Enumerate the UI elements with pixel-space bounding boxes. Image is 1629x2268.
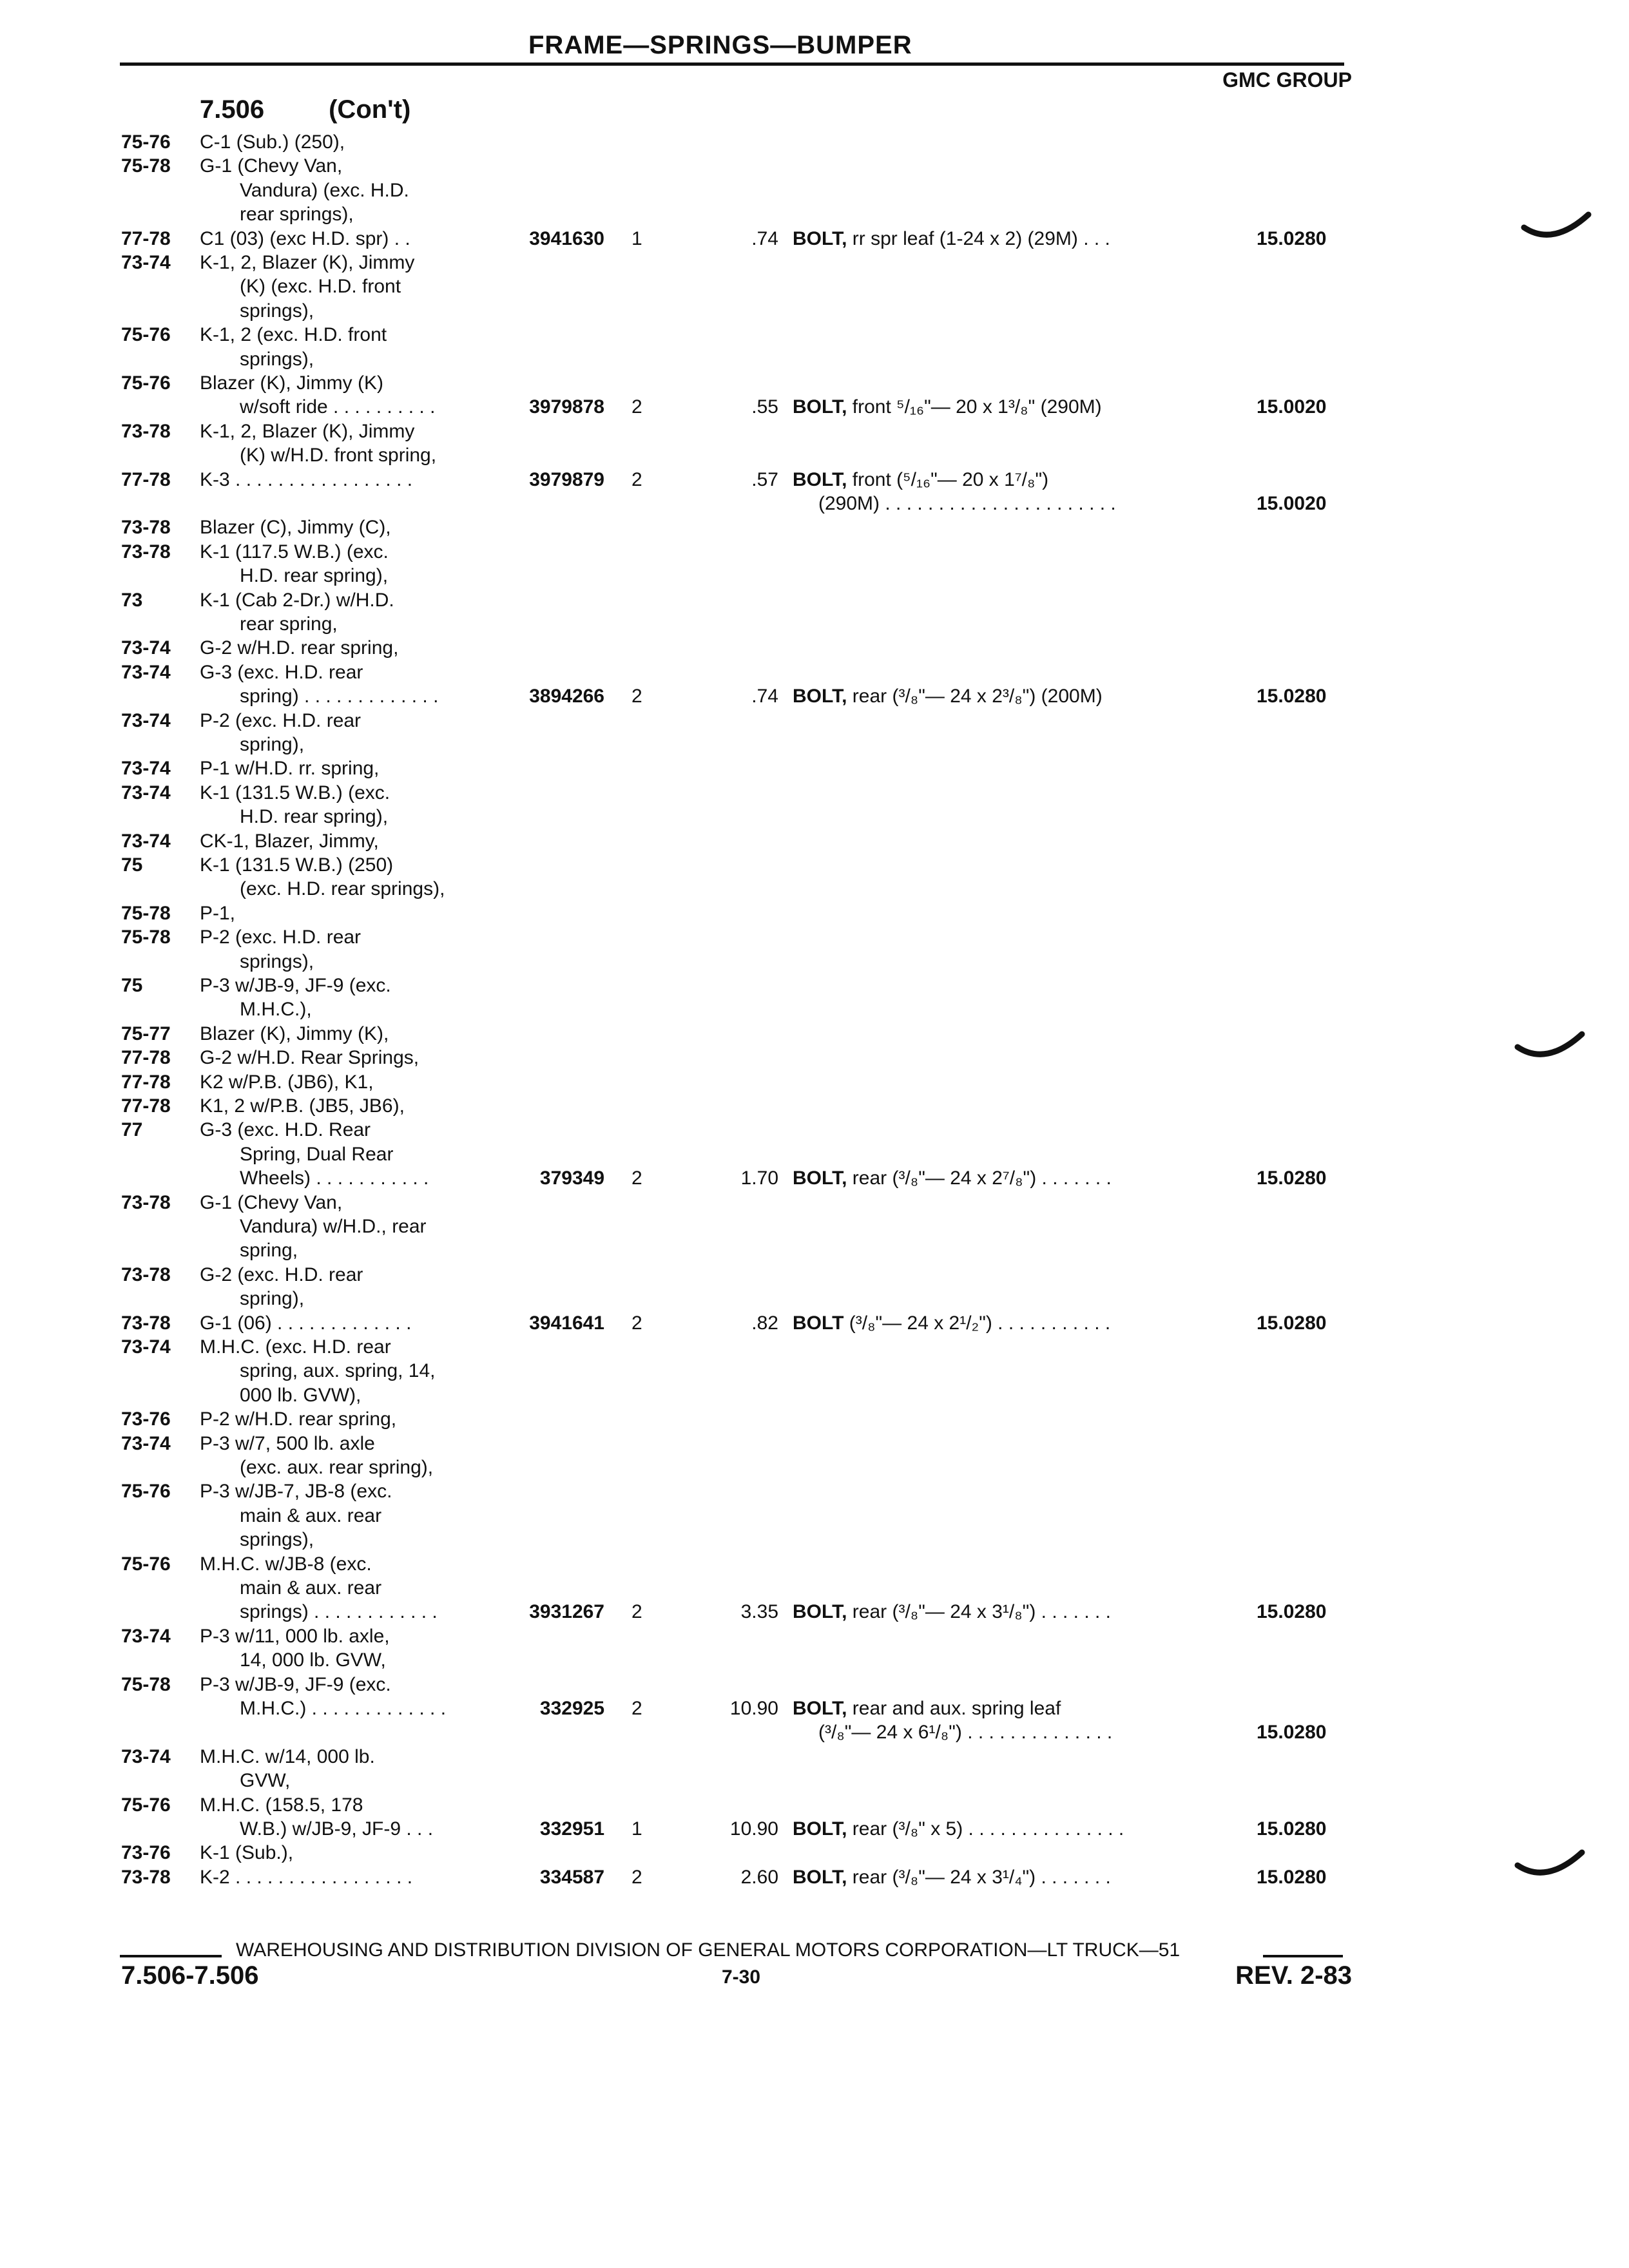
part-number: 3931267	[529, 1601, 604, 1623]
group-code: 15.0280	[1257, 1722, 1327, 1744]
application: G-3 (exc. H.D. Rear	[200, 1119, 371, 1141]
model-year: 73-74	[121, 830, 171, 852]
list-item	[0, 1769, 1629, 1792]
application: w/soft ride . . . . . . . . . .	[240, 396, 436, 418]
description-noun: BOLT,	[793, 227, 847, 249]
model-year: 73-74	[121, 1336, 171, 1358]
description-detail: front (⁵/₁₆"— 20 x 1⁷/₈")	[847, 468, 1049, 490]
application: Blazer (K), Jimmy (K)	[200, 372, 383, 394]
description-noun: BOLT,	[793, 396, 847, 418]
model-year: 75-76	[121, 1553, 171, 1575]
list-item	[0, 661, 1629, 684]
description-continued: (³/₈"— 24 x 6¹/₈") . . . . . . . . . . . . . .	[818, 1722, 1113, 1744]
application: Vandura) (exc. H.D.	[240, 179, 409, 201]
group-label: GMC GROUP	[1222, 68, 1352, 91]
description	[793, 1167, 1112, 1190]
description-noun: BOLT,	[793, 1698, 847, 1719]
application: K-1, 2 (exc. H.D. front	[200, 324, 387, 346]
application: P-1 w/H.D. rr. spring,	[200, 758, 380, 780]
model-year: 77-78	[121, 1047, 171, 1069]
application: Vandura) w/H.D., rear	[240, 1216, 427, 1237]
description-detail: rear (³/₈" x 5) . . . . . . . . . . . . . . .	[847, 1818, 1124, 1840]
model-year: 77-78	[121, 468, 171, 490]
application: rear spring,	[240, 613, 338, 635]
description-noun: BOLT,	[793, 1818, 847, 1840]
list-item	[0, 902, 1629, 925]
description-detail: (³/₈"— 24 x 2¹/₂") . . . . . . . . . . .	[843, 1312, 1111, 1334]
list-item	[0, 1312, 1629, 1335]
list-item	[0, 830, 1629, 853]
quantity: 2	[631, 1601, 642, 1623]
list-item	[0, 878, 1629, 901]
model-year: 73-78	[121, 420, 171, 442]
model-year: 75-78	[121, 902, 171, 924]
description-detail: rear (³/₈"— 24 x 3¹/₈") . . . . . . .	[847, 1601, 1112, 1623]
part-number: 3979878	[529, 396, 604, 418]
part-number: 3894266	[529, 686, 604, 707]
application: K-1 (131.5 W.B.) (250)	[200, 854, 394, 876]
application: M.H.C.),	[240, 999, 312, 1021]
group-code: 15.0280	[1257, 686, 1327, 707]
application: (K) w/H.D. front spring,	[240, 445, 437, 466]
application: Blazer (C), Jimmy (C),	[200, 517, 391, 539]
list-item	[0, 541, 1629, 564]
list-item	[0, 637, 1629, 660]
model-year: 73-74	[121, 1432, 171, 1454]
list-item	[0, 589, 1629, 612]
list-item	[0, 1360, 1629, 1383]
price: 10.90	[729, 1698, 778, 1719]
part-number: 379349	[539, 1168, 604, 1189]
application: (exc. aux. rear spring),	[240, 1457, 434, 1478]
group-code: 15.0280	[1257, 1818, 1327, 1840]
list-item	[0, 998, 1629, 1021]
description-detail: rear (³/₈"— 24 x 3¹/₄") . . . . . . .	[847, 1866, 1111, 1888]
model-year: 75-76	[121, 324, 171, 346]
application: G-2 (exc. H.D. rear	[200, 1264, 363, 1285]
application: G-2 w/H.D. rear spring,	[200, 637, 399, 659]
model-year: 75-76	[121, 1794, 171, 1816]
list-item	[0, 1071, 1629, 1094]
list-item	[0, 1239, 1629, 1262]
application: springs),	[240, 348, 314, 370]
list-item	[0, 1841, 1629, 1865]
model-year: 73-74	[121, 661, 171, 683]
description-noun: BOLT	[793, 1312, 844, 1334]
application: P-3 w/11, 000 lb. axle,	[200, 1625, 390, 1647]
list-item	[0, 275, 1629, 298]
list-item	[0, 685, 1629, 708]
list-item	[0, 1191, 1629, 1215]
description-noun: BOLT,	[793, 1601, 847, 1623]
list-item	[0, 1143, 1629, 1166]
application: G-1 (Chevy Van,	[200, 1191, 343, 1213]
description	[793, 1818, 1124, 1841]
description-detail: rr spr leaf (1-24 x 2) (29M) . . .	[847, 227, 1110, 249]
binding-mark-icon	[1514, 1843, 1592, 1894]
binding-mark-icon	[1514, 1024, 1592, 1076]
group-code: 15.0280	[1257, 1168, 1327, 1189]
list-item	[0, 420, 1629, 443]
part-number: 332951	[539, 1818, 604, 1840]
application: 14, 000 lb. GVW,	[240, 1649, 386, 1671]
model-year: 75-76	[121, 1481, 171, 1503]
application: Blazer (K), Jimmy (K),	[200, 1023, 389, 1044]
group-code: 15.0020	[1257, 396, 1327, 418]
footer-rule-right	[1263, 1955, 1343, 1957]
model-year: 75	[121, 854, 143, 876]
model-year: 75	[121, 975, 143, 996]
application: rear springs),	[240, 204, 354, 226]
list-item	[0, 1794, 1629, 1817]
description	[793, 1600, 1111, 1624]
model-year: 75-76	[121, 131, 171, 153]
model-year: 73-76	[121, 1842, 171, 1864]
list-item	[0, 1553, 1629, 1576]
list-item	[0, 564, 1629, 588]
model-year: 75-78	[121, 1673, 171, 1695]
part-number: 3941641	[529, 1312, 604, 1334]
list-item	[0, 1745, 1629, 1769]
list-item	[0, 1456, 1629, 1479]
group-code: 15.0280	[1257, 1601, 1327, 1623]
list-item	[0, 300, 1629, 323]
list-item	[0, 372, 1629, 395]
description-noun: BOLT,	[793, 1168, 847, 1189]
application: H.D. rear spring),	[240, 565, 389, 587]
quantity: 2	[631, 1168, 642, 1189]
model-year: 77-78	[121, 1095, 171, 1117]
application: K-1 (131.5 W.B.) (exc.	[200, 782, 390, 803]
application: K1, 2 w/P.B. (JB5, JB6),	[200, 1095, 405, 1117]
application: (K) (exc. H.D. front	[240, 276, 401, 298]
list-item	[0, 950, 1629, 974]
list-item	[0, 926, 1629, 949]
model-year: 73-78	[121, 1312, 171, 1334]
application: P-1,	[200, 902, 236, 924]
list-item	[0, 1336, 1629, 1359]
application: main & aux. rear	[240, 1504, 382, 1526]
model-year: 77	[121, 1119, 143, 1141]
description	[793, 1866, 1111, 1889]
quantity: 2	[631, 1312, 642, 1334]
application: G-3 (exc. H.D. rear	[200, 661, 363, 683]
list-item	[0, 1287, 1629, 1311]
application: spring) . . . . . . . . . . . . .	[240, 686, 439, 707]
application: P-3 w/JB-7, JB-8 (exc.	[200, 1481, 392, 1503]
part-number: 3941630	[529, 227, 604, 249]
list-item	[0, 1649, 1629, 1672]
application: K-1, 2, Blazer (K), Jimmy	[200, 252, 415, 273]
footer-page-number: 7-30	[722, 1966, 761, 1988]
price: 3.35	[740, 1601, 778, 1623]
footer-division: WAREHOUSING AND DISTRIBUTION DIVISION OF GENERAL MOTORS CORPORATION—LT TRUCK—51	[236, 1939, 1181, 1961]
list-item	[0, 155, 1629, 178]
list-item	[0, 1721, 1629, 1744]
application: M.H.C. w/14, 000 lb.	[200, 1745, 375, 1767]
list-item	[0, 1480, 1629, 1503]
list-item	[0, 613, 1629, 636]
footer-rule-left	[120, 1955, 222, 1957]
model-year: 73-74	[121, 782, 171, 803]
application: GVW,	[240, 1770, 291, 1792]
model-year: 75-78	[121, 927, 171, 948]
application: M.H.C. w/JB-8 (exc.	[200, 1553, 372, 1575]
quantity: 2	[631, 396, 642, 418]
application: K2 w/P.B. (JB6), K1,	[200, 1071, 374, 1093]
application: M.H.C. (exc. H.D. rear	[200, 1336, 391, 1358]
application: main & aux. rear	[240, 1577, 382, 1599]
model-year: 73-74	[121, 709, 171, 731]
part-number: 332925	[539, 1698, 604, 1719]
description-detail: rear (³/₈"— 24 x 2⁷/₈") . . . . . . .	[847, 1168, 1112, 1189]
header-rule	[120, 62, 1344, 66]
model-year: 73	[121, 589, 143, 611]
application: P-3 w/JB-9, JF-9 (exc.	[200, 1673, 391, 1695]
model-year: 73-76	[121, 1408, 171, 1430]
model-year: 73-78	[121, 1191, 171, 1213]
section-note: (Con't)	[329, 95, 411, 124]
list-item	[0, 805, 1629, 829]
application: K-3 . . . . . . . . . . . . . . . . .	[200, 468, 413, 490]
list-item	[0, 396, 1629, 419]
application: C1 (03) (exc H.D. spr) . .	[200, 227, 410, 249]
application: (exc. H.D. rear springs),	[240, 878, 445, 900]
list-item	[0, 1432, 1629, 1456]
model-year: 77-78	[121, 1071, 171, 1093]
price: .74	[751, 227, 778, 249]
footer-range: 7.506-7.506	[121, 1961, 259, 1990]
application: spring,	[240, 1240, 298, 1262]
section-heading	[200, 95, 410, 124]
part-number: 334587	[539, 1866, 604, 1888]
list-item	[0, 709, 1629, 733]
list-item	[0, 1167, 1629, 1190]
binding-mark-icon	[1521, 205, 1598, 256]
list-item	[0, 227, 1629, 251]
application: W.B.) w/JB-9, JF-9 . . .	[240, 1818, 434, 1840]
list-item	[0, 516, 1629, 539]
model-year: 73-78	[121, 1264, 171, 1285]
application: K-1, 2, Blazer (K), Jimmy	[200, 420, 415, 442]
application: M.H.C.) . . . . . . . . . . . . .	[240, 1698, 447, 1719]
application: P-3 w/JB-9, JF-9 (exc.	[200, 975, 391, 996]
model-year: 73-74	[121, 1745, 171, 1767]
application: P-3 w/7, 500 lb. axle	[200, 1432, 375, 1454]
list-item	[0, 1600, 1629, 1624]
description	[793, 227, 1110, 251]
application: P-2 w/H.D. rear spring,	[200, 1408, 397, 1430]
price: .57	[751, 468, 778, 490]
application: G-2 w/H.D. Rear Springs,	[200, 1047, 419, 1069]
description-noun: BOLT,	[793, 468, 847, 490]
list-item	[0, 179, 1629, 202]
list-item	[0, 203, 1629, 226]
application: K-1 (117.5 W.B.) (exc.	[200, 541, 389, 562]
application: Spring, Dual Rear	[240, 1143, 394, 1165]
list-item	[0, 1384, 1629, 1407]
list-item	[0, 468, 1629, 492]
application: springs) . . . . . . . . . . . .	[240, 1601, 438, 1623]
description-continued: (290M) . . . . . . . . . . . . . . . . . . . . . .	[818, 493, 1116, 514]
price: .82	[751, 1312, 778, 1334]
description	[793, 1697, 1061, 1720]
application: C-1 (Sub.) (250),	[200, 131, 345, 153]
list-item	[0, 323, 1629, 347]
application: springs),	[240, 950, 314, 972]
model-year: 73-78	[121, 541, 171, 562]
model-year: 73-78	[121, 1866, 171, 1888]
list-item	[0, 1046, 1629, 1070]
model-year: 73-74	[121, 1625, 171, 1647]
model-year: 73-74	[121, 758, 171, 780]
list-item	[0, 782, 1629, 805]
application: spring, aux. spring, 14,	[240, 1360, 436, 1382]
list-item	[0, 131, 1629, 154]
quantity: 2	[631, 1698, 642, 1719]
list-item	[0, 1504, 1629, 1528]
description	[793, 1312, 1110, 1335]
group-code: 15.0280	[1257, 227, 1327, 249]
group-code: 15.0280	[1257, 1866, 1327, 1888]
description-noun: BOLT,	[793, 1866, 847, 1888]
section-number: 7.506	[200, 95, 265, 124]
description	[793, 685, 1103, 708]
description-noun: BOLT,	[793, 686, 847, 707]
model-year: 75-76	[121, 372, 171, 394]
description	[793, 468, 1048, 492]
price: 2.60	[740, 1866, 778, 1888]
price: .55	[751, 396, 778, 418]
price: 10.90	[729, 1818, 778, 1840]
description-detail: rear (³/₈"— 24 x 2³/₈") (200M)	[847, 686, 1103, 707]
model-year: 73-74	[121, 637, 171, 659]
list-item	[0, 733, 1629, 756]
part-number: 3979879	[529, 468, 604, 490]
list-item	[0, 444, 1629, 467]
list-item	[0, 1625, 1629, 1648]
quantity: 2	[631, 468, 642, 490]
application: springs),	[240, 300, 314, 322]
list-item	[0, 1119, 1629, 1142]
quantity: 2	[631, 686, 642, 707]
list-item	[0, 974, 1629, 997]
application: K-1 (Sub.),	[200, 1842, 294, 1864]
application: H.D. rear spring),	[240, 806, 389, 828]
list-item	[0, 1264, 1629, 1287]
application: springs),	[240, 1529, 314, 1551]
application: Wheels) . . . . . . . . . . .	[240, 1168, 429, 1189]
list-item	[0, 251, 1629, 274]
group-code: 15.0020	[1257, 493, 1327, 514]
model-year: 73-74	[121, 252, 171, 273]
application: G-1 (Chevy Van,	[200, 155, 343, 177]
list-item	[0, 1577, 1629, 1600]
list-item	[0, 1215, 1629, 1238]
quantity: 1	[631, 1818, 642, 1840]
page-title: FRAME—SPRINGS—BUMPER	[528, 31, 912, 59]
list-item	[0, 492, 1629, 515]
price: 1.70	[740, 1168, 778, 1189]
model-year: 77-78	[121, 227, 171, 249]
application: G-1 (06) . . . . . . . . . . . . .	[200, 1312, 412, 1334]
application: spring),	[240, 1288, 305, 1310]
list-item	[0, 1095, 1629, 1118]
application: spring),	[240, 734, 305, 755]
price: .74	[751, 686, 778, 707]
list-item	[0, 1697, 1629, 1720]
application: P-2 (exc. H.D. rear	[200, 709, 361, 731]
list-item	[0, 1673, 1629, 1696]
list-item	[0, 1528, 1629, 1552]
list-item	[0, 1023, 1629, 1046]
list-item	[0, 854, 1629, 877]
model-year: 75-77	[121, 1023, 171, 1044]
quantity: 2	[631, 1866, 642, 1888]
list-item	[0, 348, 1629, 371]
list-item	[0, 1866, 1629, 1889]
footer-revision: REV. 2-83	[1235, 1961, 1352, 1990]
list-item	[0, 757, 1629, 780]
model-year: 73-78	[121, 517, 171, 539]
quantity: 1	[631, 227, 642, 249]
list-item	[0, 1408, 1629, 1431]
application: K-1 (Cab 2-Dr.) w/H.D.	[200, 589, 394, 611]
application: K-2 . . . . . . . . . . . . . . . . .	[200, 1866, 413, 1888]
description-detail: rear and aux. spring leaf	[847, 1698, 1061, 1719]
description	[793, 396, 1102, 419]
list-item	[0, 1818, 1629, 1841]
application: CK-1, Blazer, Jimmy,	[200, 830, 379, 852]
group-code: 15.0280	[1257, 1312, 1327, 1334]
application: 000 lb. GVW),	[240, 1384, 361, 1406]
application: M.H.C. (158.5, 178	[200, 1794, 363, 1816]
description-detail: front ⁵/₁₆"— 20 x 1³/₈" (290M)	[847, 396, 1102, 418]
model-year: 75-78	[121, 155, 171, 177]
application: P-2 (exc. H.D. rear	[200, 927, 361, 948]
